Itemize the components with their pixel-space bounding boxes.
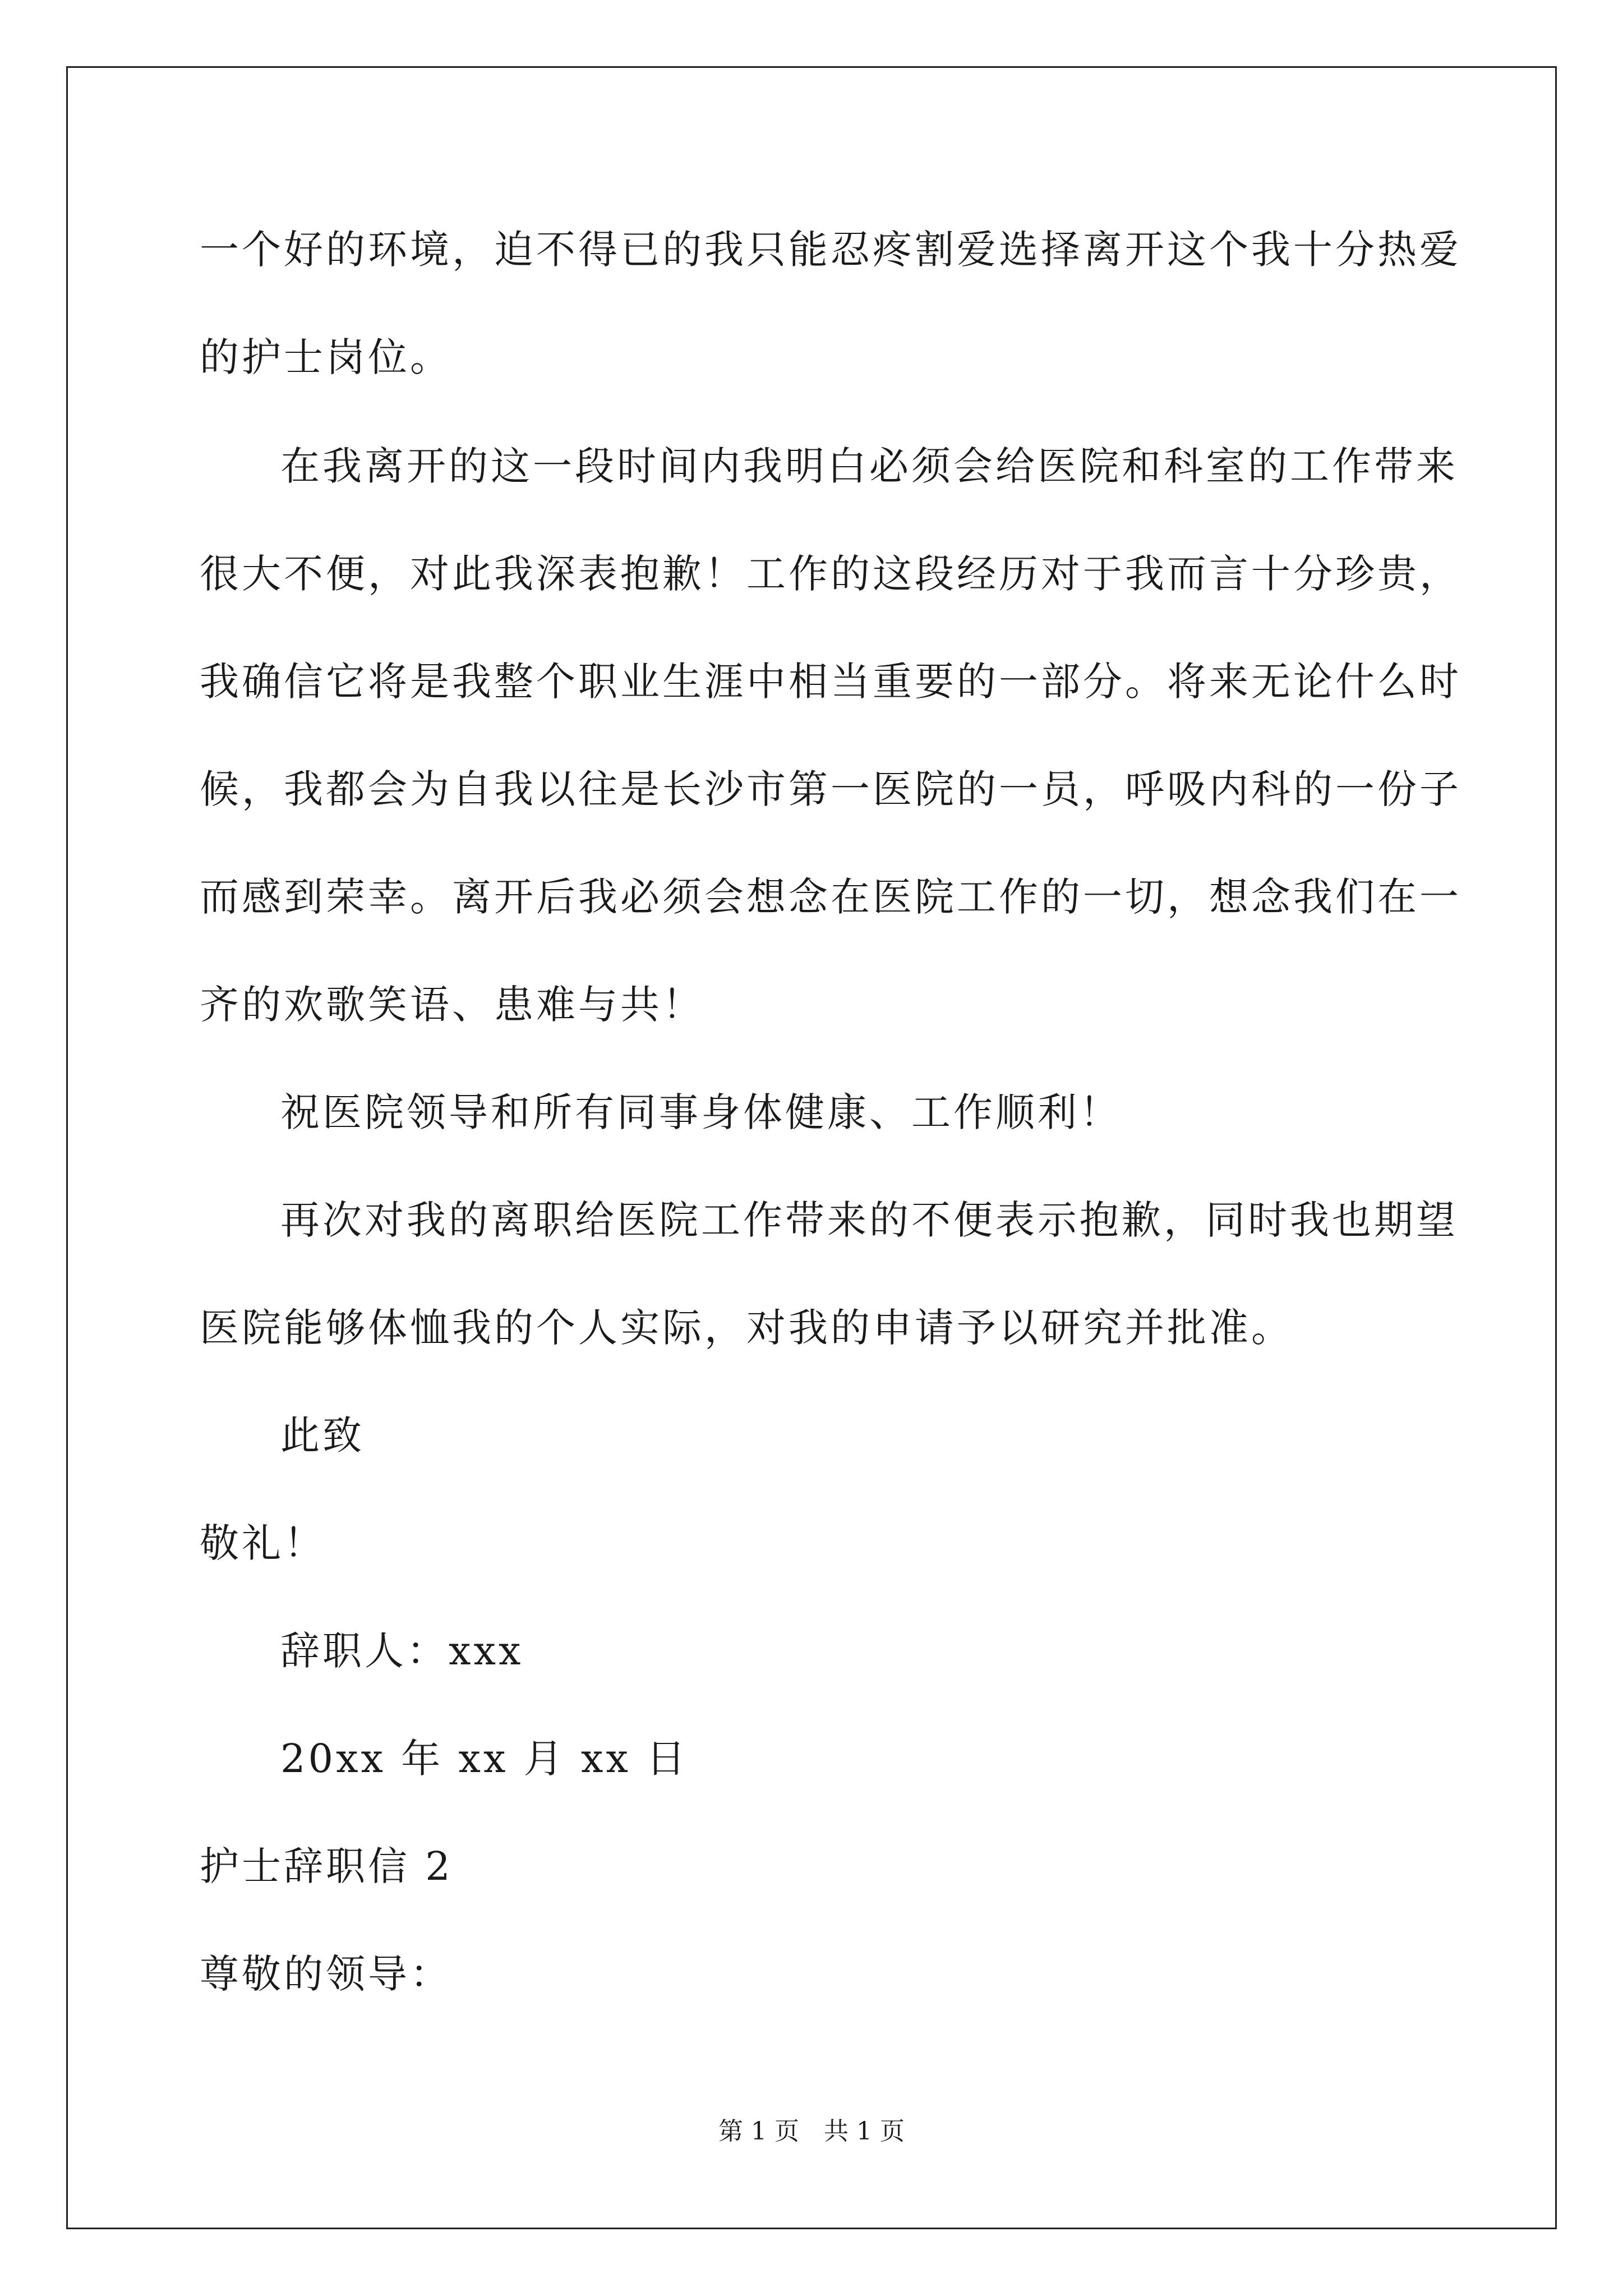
paragraph-line: 的护士岗位。 (200, 334, 452, 380)
paragraph-line: 再次对我的离职给医院工作带来的不便表示抱歉，同时我也期望 (280, 1197, 1458, 1243)
closing-salutation: 此致 (280, 1412, 365, 1458)
paragraph-line: 祝医院领导和所有同事身体健康、工作顺利！ (280, 1089, 1122, 1135)
greeting-line: 尊敬的领导： (200, 1951, 452, 1997)
paragraph-line: 齐的欢歌笑语、患难与共！ (200, 982, 704, 1028)
page-footer: 第 1 页 共 1 页 (718, 2117, 905, 2146)
paragraph-line: 在我离开的这一段时间内我明白必须会给医院和科室的工作带来 (280, 443, 1458, 489)
paragraph-line: 候，我都会为自我以往是长沙市第一医院的一员，呼吸内科的一份子 (200, 766, 1461, 812)
paragraph-line: 一个好的环境，迫不得已的我只能忍疼割爱选择离开这个我十分热爱 (200, 227, 1461, 273)
closing-regards: 敬礼！ (200, 1520, 326, 1566)
paragraph-line: 医院能够体恤我的个人实际，对我的申请予以研究并批准。 (200, 1305, 1293, 1351)
date-line: 20xx 年 xx 月 xx 日 (280, 1736, 689, 1782)
page-border (66, 66, 1557, 2229)
paragraph-line: 而感到荣幸。离开后我必须会想念在医院工作的一切，想念我们在一 (200, 874, 1461, 920)
paragraph-line: 我确信它将是我整个职业生涯中相当重要的一部分。将来无论什么时 (200, 659, 1461, 705)
paragraph-line: 很大不便，对此我深表抱歉！工作的这段经历对于我而言十分珍贵， (200, 551, 1461, 597)
section-title: 护士辞职信 2 (200, 1843, 453, 1889)
signature-line: 辞职人：xxx (280, 1628, 524, 1674)
